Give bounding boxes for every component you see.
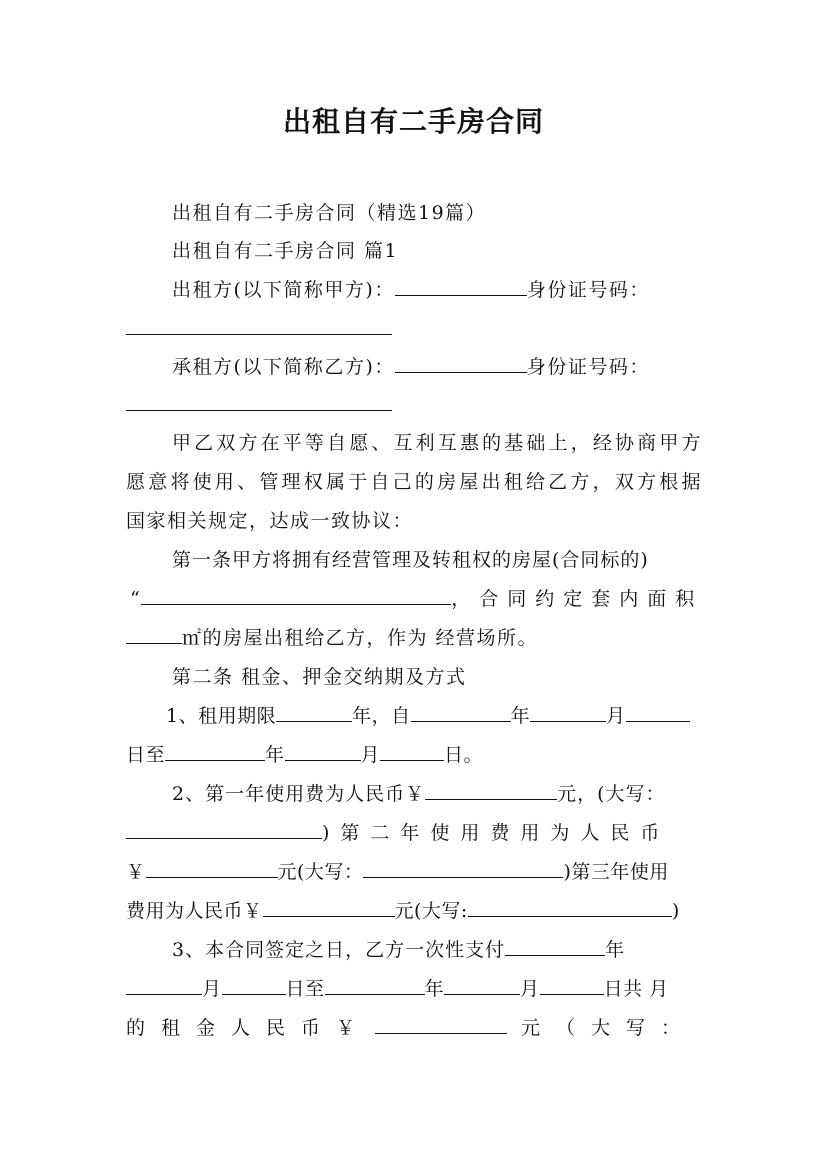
paragraph-line: 愿意将使用、管理权属于自己的房屋出租给乙方，双方根据 [126, 471, 702, 493]
page-title: 出租自有二手房合同 [282, 105, 544, 138]
id-number-label: 身份证号码： [526, 279, 650, 301]
lessee-id-blank [126, 410, 392, 411]
subtitle: 出租自有二手房合同（精选19篇） [172, 202, 487, 224]
fee-line: ￥ 元(大写： )第三年使用 [126, 861, 669, 883]
section-heading: 出租自有二手房合同 篇1 [172, 240, 399, 262]
fee-line: 费用为人民币￥ 元(大写: ) [126, 900, 680, 922]
lessor-id-blank [126, 334, 392, 335]
term-line: 1、租用期限 年，自 年 月 [166, 703, 702, 729]
lessor-line [172, 277, 702, 303]
lessor-name-blank [395, 278, 527, 296]
payment-line: 月 日至 年 月 日共 月 [126, 976, 702, 1002]
property-blank [141, 587, 451, 605]
paragraph-line: 国家相关规定，达成一致协议： [126, 510, 414, 532]
paragraph-line: 甲乙双方在平等自愿、互利互惠的基础上，经协商甲方 [172, 432, 702, 454]
id-number-label: 身份证号码： [526, 356, 650, 378]
fee-line: 2、第一年使用费为人民币￥ 元，(大写： [172, 783, 666, 805]
term-line: 日至 年 月 日。 [126, 744, 484, 766]
clause-2-heading: 第二条 租金、押金交纳期及方式 [172, 666, 467, 688]
clause-1-line: “ ，合同约定套内面积 [130, 588, 704, 610]
lessee-name-blank [395, 355, 527, 373]
payment-line: 的租金人民币￥ 元（大写： [126, 1017, 697, 1039]
lessee-label: 承租方(以下简称乙方)： [172, 356, 395, 378]
fee-line: )第二年使用费用为人民币 [126, 820, 702, 846]
clause-1-line: 第一条甲方将拥有经营管理及转租权的房屋(合同标的) [172, 549, 649, 571]
payment-line: 3、本合同签定之日，乙方一次性支付 年 [172, 939, 626, 961]
area-blank [126, 626, 182, 644]
clause-1-line: ㎡的房屋出租给乙方，作为 经营场所。 [126, 625, 702, 651]
lessor-label: 出租方(以下简称甲方)： [172, 279, 395, 301]
lessee-line [172, 354, 702, 380]
